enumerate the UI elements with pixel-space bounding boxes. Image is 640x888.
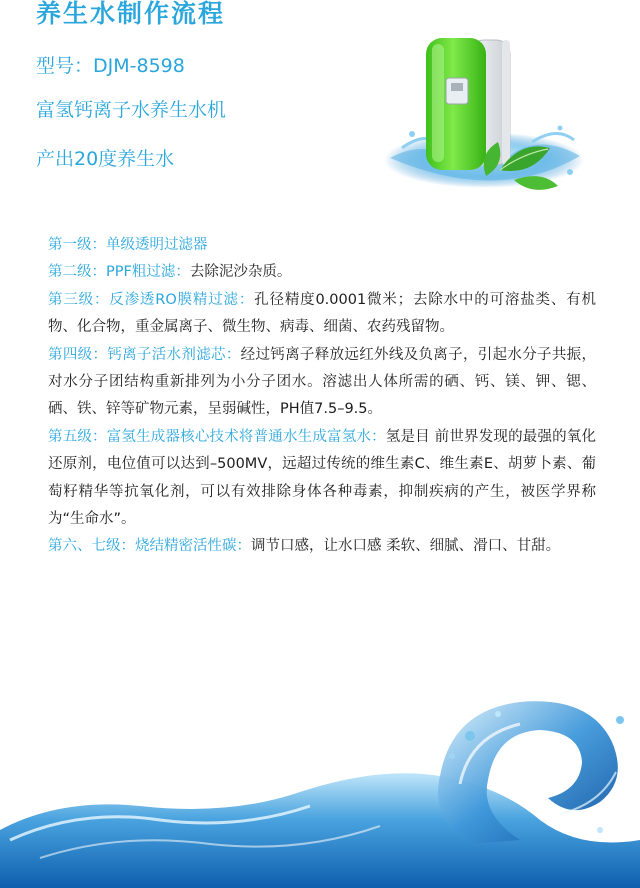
water-wave-image (0, 680, 640, 888)
stage-text: 氢是目 前世界发现的最强的氧化还原剂，电位值可以达到–500MV，远超过传统的维生素C、维生素E、胡萝卜素、葡萄籽精华等抗氧化剂，可以有效排除身体各种毒素，抑制疾病的产生，被医学界称为“生命水”。 (48, 428, 596, 528)
stage-text: 去除泥沙杂质。 (189, 264, 292, 281)
stage-6-7 (48, 533, 596, 560)
stage-text: 孔径精度0.0001微米；去除水中的可溶盐类、有机物、化合物，重金属离子、微生物、病毒、细菌、农药残留物。 (48, 291, 597, 336)
stage-1 (48, 232, 596, 259)
stage-text: 调节口感，让水口感 柔软、细腻、滑口、甘甜。 (251, 538, 561, 555)
page-title: 养生水制作流程 (36, 0, 226, 28)
filtration-stages (48, 232, 596, 561)
model-number: 型号：DJM-8598 (36, 55, 185, 77)
water-machine-image (382, 30, 587, 200)
stage-label: 第二级：PPF粗过滤： (48, 264, 190, 281)
stage-label: 第五级：富氢生成器核心技术将普通水生成富氢水： (48, 428, 386, 445)
stage-label: 第一级：单级透明过滤器 (48, 237, 208, 253)
output-description: 产出20度养生水 (36, 148, 175, 170)
stage-3 (48, 287, 596, 342)
stage-4 (48, 342, 596, 424)
product-name: 富氢钙离子水养生水机 (36, 99, 227, 121)
stage-label: 第三级：反渗透RO膜精过滤： (48, 291, 255, 308)
stage-2 (48, 259, 596, 286)
stage-label: 第四级：钙离子活水剂滤芯： (48, 346, 241, 363)
stage-text: 经过钙离子释放远红外线及负离子，引起水分子共振，对水分子团结构重新排列为小分子团水。溶滤出人体所需的硒、钙、镁、钾、锶、硒、铁、锌等矿物元素，呈弱碱性，PH值7.5–9.5。 (48, 346, 597, 418)
stage-5 (48, 424, 596, 534)
stage-label: 第六、七级：烧结精密活性碳： (48, 538, 251, 555)
